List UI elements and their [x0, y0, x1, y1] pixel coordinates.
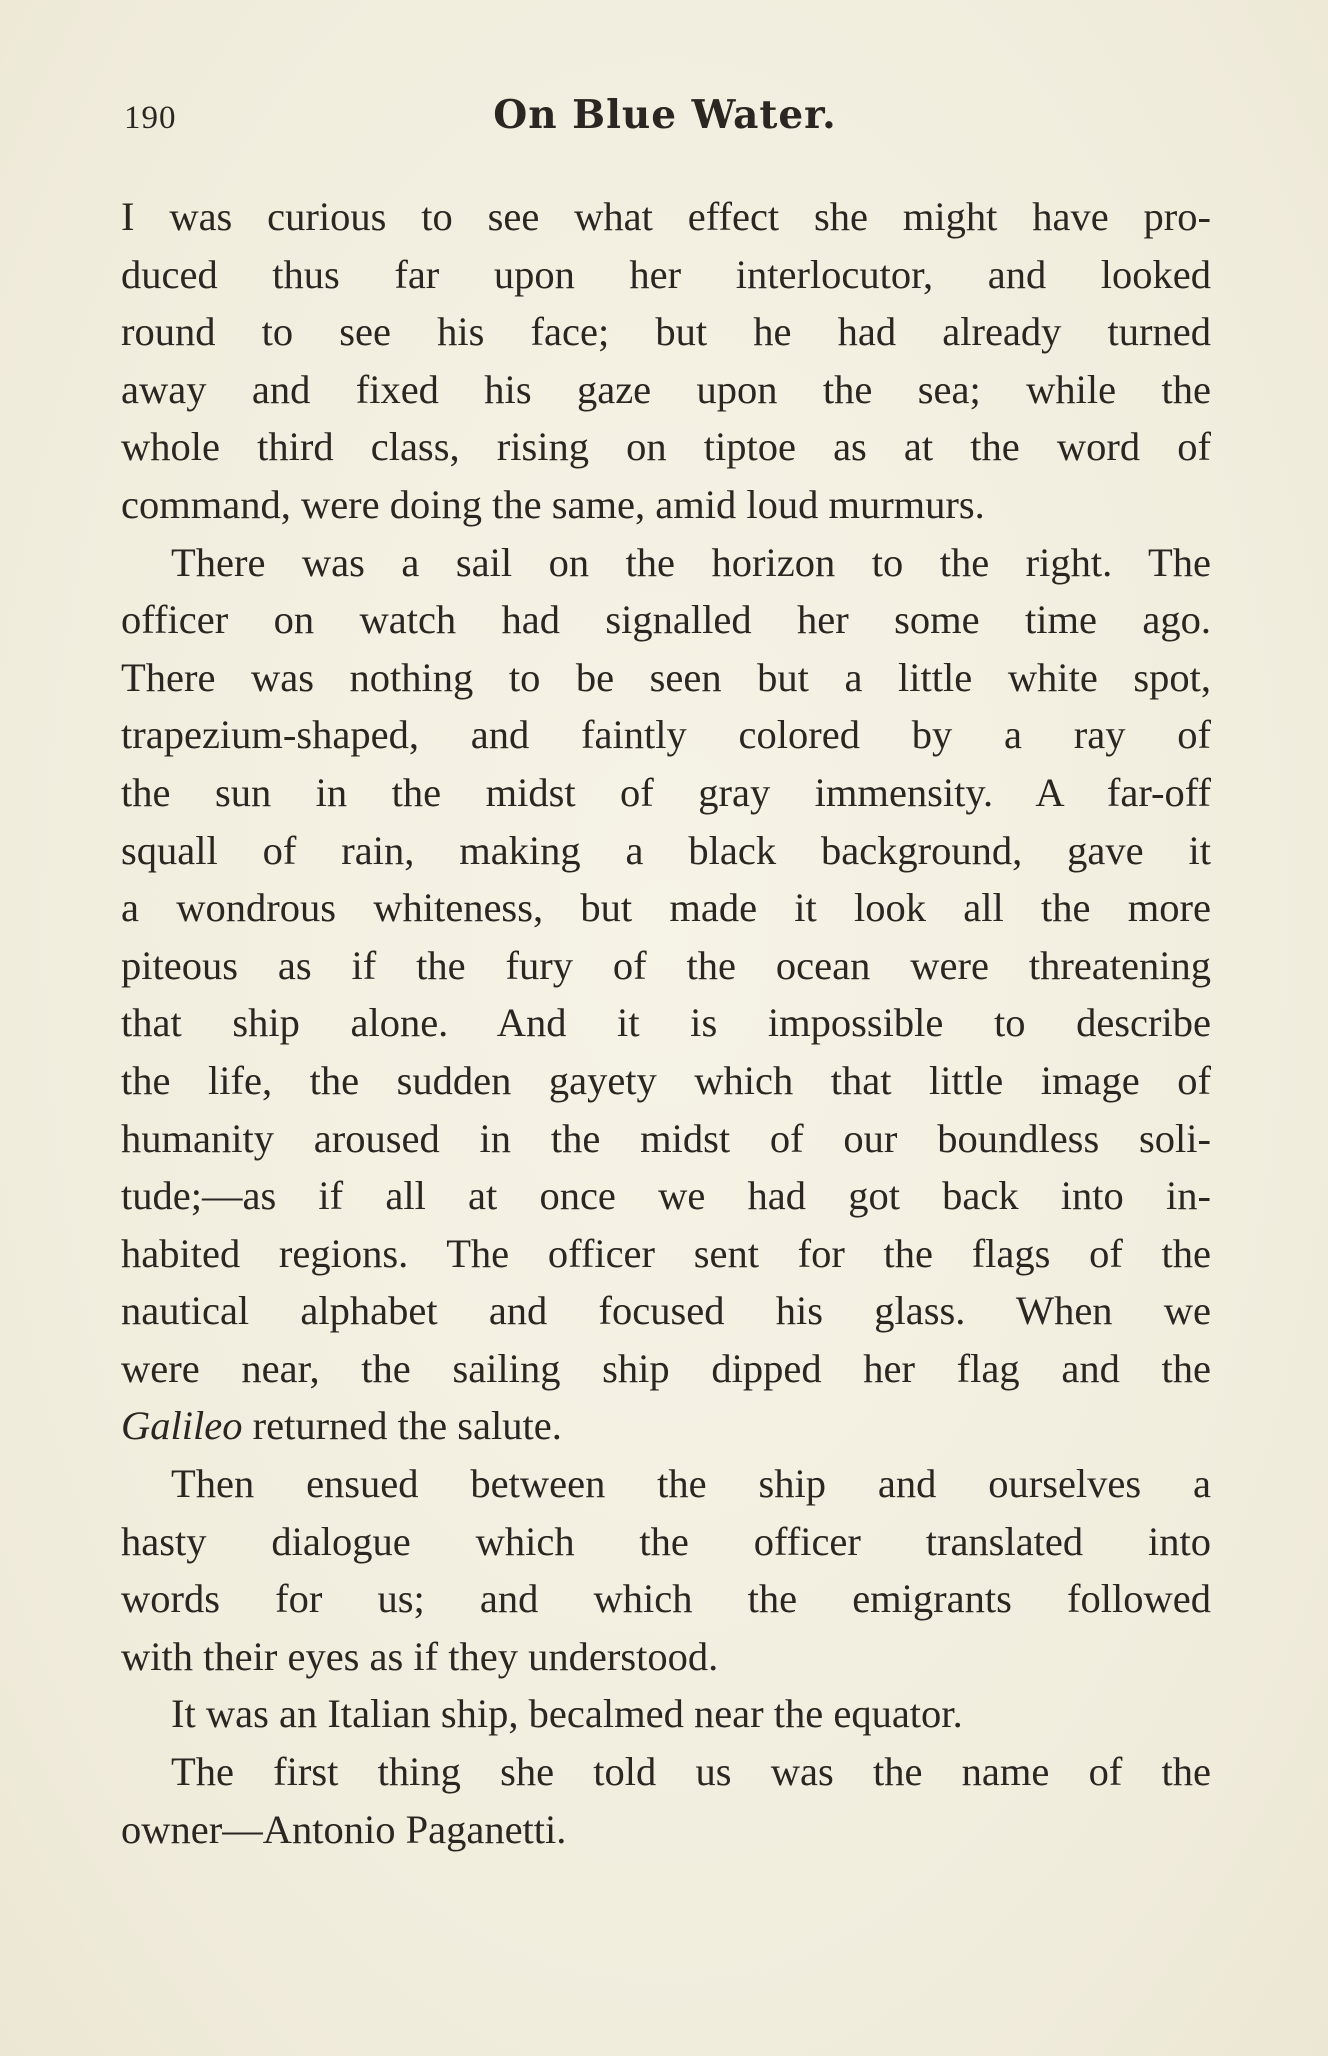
text-line: hasty dialogue which the officer translated into — [121, 1518, 1211, 1564]
text-line: I was curious to see what effect she might have pro- — [121, 194, 1211, 239]
text-line: nautical alphabet and focused his glass. When we — [121, 1288, 1211, 1334]
text-line: the life, the sudden gayety which that little image of — [121, 1057, 1211, 1103]
text-line: humanity aroused in the midst of our boundless soli- — [121, 1115, 1211, 1161]
text-line: There was nothing to be seen but a little white spot, — [121, 654, 1211, 700]
text-line: away and fixed his gaze upon the sea; while the — [121, 366, 1211, 412]
text-line: round to see his face; but he had already turned — [121, 309, 1211, 355]
ship-name: Galileo — [121, 1403, 243, 1449]
text-line: Then ensued between the ship and ourselves a — [171, 1461, 1211, 1507]
text-line: the sun in the midst of gray immensity. A far-off — [121, 769, 1211, 815]
text-line: command, were doing the same, amid loud murmurs. — [121, 481, 985, 527]
text-line: officer on watch had signalled her some time ago. — [121, 597, 1211, 643]
page-number: 190 — [124, 100, 177, 136]
text-line: tude;—as if all at once we had got back into in- — [121, 1173, 1211, 1219]
text-line: squall of rain, making a black background, gave it — [121, 827, 1211, 873]
text-line: whole third class, rising on tiptoe as at the word of — [121, 424, 1211, 470]
text-line: were near, the sailing ship dipped her flag and the — [121, 1345, 1211, 1391]
text-line: There was a sail on the horizon to the right. The — [171, 539, 1211, 585]
text-line: piteous as if the fury of the ocean were threatening — [121, 942, 1211, 988]
text-line — [121, 1397, 1211, 1455]
text-line: trapezium-shaped, and faintly colored by a ray of — [121, 712, 1211, 758]
text-line: words for us; and which the emigrants followed — [121, 1576, 1211, 1622]
body-text — [121, 188, 1211, 1858]
running-head — [120, 92, 1210, 152]
text-line: habited regions. The officer sent for the flags of the — [121, 1230, 1211, 1276]
text-line: with their eyes as if they understood. — [121, 1633, 719, 1679]
text-line: that ship alone. And it is impossible to describe — [121, 1000, 1211, 1046]
text-line: duced thus far upon her interlocutor, and looked — [121, 251, 1211, 297]
text-line: It was an Italian ship, becalmed near the equator. — [171, 1691, 963, 1737]
text-line: owner—Antonio Paganetti. — [121, 1806, 567, 1852]
running-title: On Blue Water. — [493, 92, 837, 138]
text-line: a wondrous whiteness, but made it look all the more — [121, 885, 1211, 931]
line-text: returned the salute. — [242, 1403, 562, 1449]
text-line: The first thing she told us was the name of the — [171, 1749, 1211, 1795]
